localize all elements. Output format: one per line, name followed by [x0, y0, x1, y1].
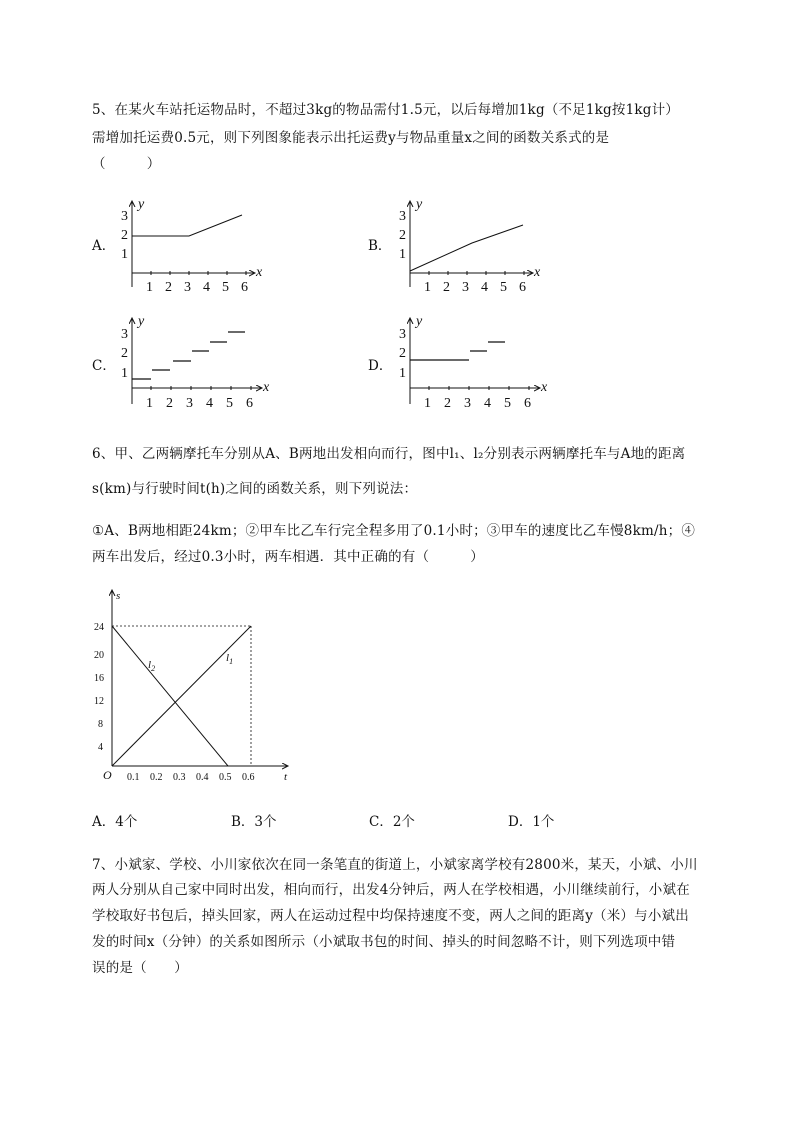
x-tick: 6 [524, 396, 531, 411]
t-tick: 0.6 [242, 772, 255, 783]
q5-option-d-label: D． [368, 358, 393, 374]
y-tick: 3 [121, 327, 128, 342]
y-tick: 2 [121, 228, 128, 243]
s-tick: 8 [98, 719, 103, 730]
q6-distance-time-graph [92, 586, 312, 786]
x-axis-label: x [256, 265, 263, 280]
graph-b-line [410, 225, 523, 271]
x-tick: 5 [226, 396, 233, 411]
s-tick: 20 [94, 650, 104, 661]
line-l1 [112, 626, 251, 766]
x-tick: 4 [203, 280, 210, 295]
origin-label: O [103, 768, 112, 782]
q5-option-a-label: A． [92, 238, 116, 254]
q7-text-line1: 7、小斌家、学校、小川家依次在同一条笔直的街道上，小斌家离学校有2800米，某天，小斌、小川 [92, 857, 698, 873]
x-tick: 6 [519, 280, 526, 295]
x-tick: 2 [166, 396, 173, 411]
y-axis-label: y [416, 197, 423, 212]
x-tick: 1 [146, 396, 153, 411]
q5-graph-a [110, 195, 280, 295]
x-axis-label: x [263, 380, 270, 395]
x-tick: 5 [222, 280, 229, 295]
q6-text-line2: s(km)与行驶时间t(h)之间的函数关系，则下列说法： [92, 481, 418, 497]
x-tick: 2 [165, 280, 172, 295]
s-tick: 12 [94, 696, 104, 707]
graph-d-steps [410, 342, 505, 360]
t-tick: 0.1 [127, 772, 140, 783]
x-tick: 6 [241, 280, 248, 295]
y-tick: 3 [399, 327, 406, 342]
x-tick: 1 [424, 280, 431, 295]
q7-text-line3: 学校取好书包后，掉头回家，两人在运动过程中均保持速度不变，两人之间的距离y（米）与小斌出 [92, 908, 689, 924]
x-tick: 2 [443, 280, 450, 295]
q7-text-line2: 两人分别从自己家中同时出发，相向而行，出发4分钟后，两人在学校相遇，小川继续前行，小斌在 [92, 882, 690, 898]
q6-text-line3: ①A、B两地相距24km；②甲车比乙车行完全程多用了0.1小时；③甲车的速度比乙车慢8km/h；④ [92, 523, 696, 539]
x-tick: 2 [444, 396, 451, 411]
x-tick: 3 [186, 396, 193, 411]
s-tick: 16 [94, 673, 104, 684]
y-axis-label: y [138, 197, 145, 212]
q5-text-line3: （ ） [92, 156, 161, 172]
q6-choice-c: C．2个 [369, 814, 415, 830]
t-tick: 0.2 [150, 772, 163, 783]
y-tick: 1 [399, 247, 406, 262]
q6-text-line1: 6、甲、乙两辆摩托车分别从A、B两地出发相向而行，图中l₁、l₂分别表示两辆摩托车与A地的距离 [92, 446, 686, 462]
t-tick: 0.3 [173, 772, 186, 783]
y-tick: 2 [399, 228, 406, 243]
x-tick: 4 [481, 280, 488, 295]
x-tick: 1 [424, 396, 431, 411]
s-axis-label: s [116, 590, 121, 602]
t-tick: 0.5 [219, 772, 232, 783]
x-tick: 1 [146, 280, 153, 295]
s-tick: 24 [94, 622, 104, 633]
graph-a-line [132, 215, 242, 236]
y-tick: 1 [121, 366, 128, 381]
q5-text-line1: 5、在某火车站托运物品时，不超过3kg的物品需付1.5元，以后每增加1kg（不足1kg按1kg计） [92, 102, 680, 118]
y-tick: 2 [399, 346, 406, 361]
q5-graph-d [388, 312, 563, 414]
y-tick: 3 [121, 209, 128, 224]
y-tick: 1 [399, 366, 406, 381]
t-axis-label: t [284, 771, 288, 783]
x-tick: 4 [484, 396, 491, 411]
line-l2 [112, 626, 228, 766]
y-axis-label: y [416, 314, 423, 329]
q7-text-line5: 误的是（ ） [92, 960, 188, 976]
q7-text-line4: 发的时间x（分钟）的关系如图所示（小斌取书包的时间、掉头的时间忽略不计，则下列选项中错 [92, 934, 676, 950]
t-tick: 0.4 [196, 772, 209, 783]
graph-c-steps [132, 332, 245, 379]
y-tick: 1 [121, 247, 128, 262]
q6-choice-b: B．3个 [231, 814, 277, 830]
x-tick: 3 [464, 396, 471, 411]
x-axis-label: x [541, 380, 548, 395]
q5-text-line2: 需增加托运费0.5元，则下列图象能表示出托运费y与物品重量x之间的函数关系式的是 [92, 130, 610, 146]
x-tick: 5 [500, 280, 507, 295]
x-tick: 4 [206, 396, 213, 411]
q6-choice-d: D．1个 [508, 814, 555, 830]
l2-label: $l_2$ [148, 659, 156, 673]
y-tick: 3 [399, 209, 406, 224]
x-tick: 3 [462, 280, 469, 295]
x-tick: 6 [246, 396, 253, 411]
y-tick: 2 [121, 346, 128, 361]
l1-label: $l_1$ [226, 652, 234, 666]
s-tick: 4 [98, 742, 103, 753]
q5-option-b-label: B． [368, 238, 392, 254]
q5-graph-b [388, 195, 558, 295]
q5-option-c-label: C． [92, 358, 116, 374]
x-tick: 5 [504, 396, 511, 411]
q6-choice-a: A．4个 [92, 814, 138, 830]
q6-text-line4: 两车出发后，经过0.3小时，两车相遇．其中正确的有（ ） [92, 549, 484, 565]
x-tick: 3 [184, 280, 191, 295]
q5-graph-c [110, 312, 285, 414]
x-axis-label: x [534, 265, 541, 280]
y-axis-label: y [138, 314, 145, 329]
